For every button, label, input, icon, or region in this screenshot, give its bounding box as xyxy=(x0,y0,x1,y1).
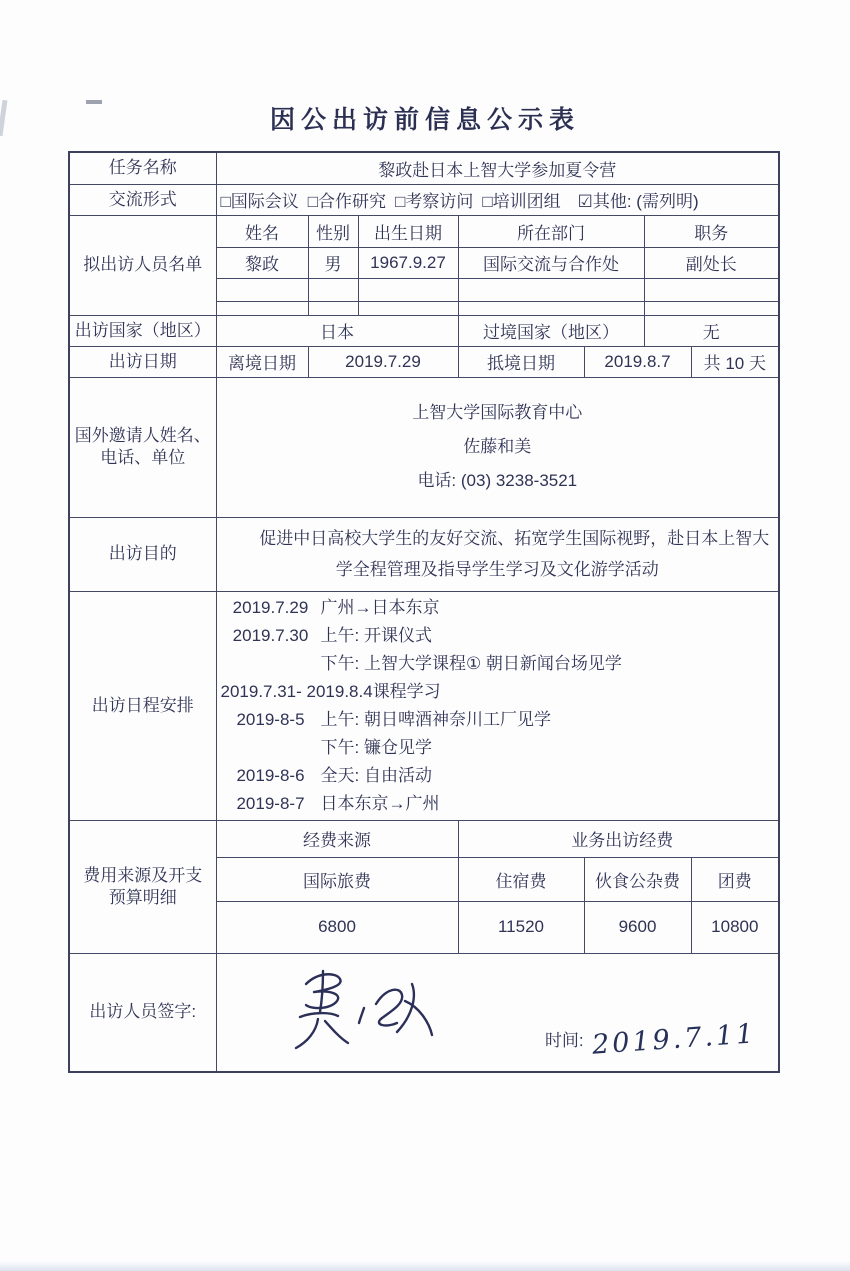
funding-source-header: 经费来源 xyxy=(216,820,458,857)
time-label: 时间: xyxy=(544,1030,584,1050)
checkbox-inspection-visit: □考察访问 xyxy=(395,192,474,211)
inviter-person: 佐藤和美 xyxy=(463,437,532,456)
group-fee-header: 团费 xyxy=(691,857,779,901)
business-expense-header: 业务出访经费 xyxy=(458,820,779,857)
checkbox-coop-research: □合作研究 xyxy=(307,192,387,211)
delegation-label: 拟出访人员名单 xyxy=(69,215,216,315)
depart-date-value: 2019.7.29 xyxy=(308,346,458,377)
schedule-list xyxy=(216,591,779,820)
empty-cell xyxy=(358,301,458,315)
exchange-form-options xyxy=(216,184,779,215)
schedule-date xyxy=(221,650,321,678)
transit-country-label: 过境国家（地区） xyxy=(458,315,644,346)
schedule-item xyxy=(221,678,775,706)
inviter-label-line2: 电话、单位 xyxy=(100,448,186,467)
signature-area xyxy=(216,953,779,1072)
row-purpose xyxy=(69,517,779,591)
member-department: 国际交流与合作处 xyxy=(458,247,644,278)
schedule-desc: 日本东京→广州 xyxy=(320,793,440,813)
empty-cell xyxy=(644,278,779,301)
inviter-org: 上智大学国际教育中心 xyxy=(412,403,583,422)
row-inviter xyxy=(69,377,779,517)
schedule-item xyxy=(221,790,775,818)
visit-country-label: 出访国家（地区） xyxy=(69,315,216,346)
row-countries xyxy=(69,315,779,346)
schedule-desc: 下午: 镰仓见学 xyxy=(320,737,432,757)
depart-date-label: 离境日期 xyxy=(216,346,308,377)
meals-misc-fee-header: 伙食公杂费 xyxy=(584,857,691,901)
member-name: 黎政 xyxy=(216,247,308,278)
schedule-label: 出访日程安排 xyxy=(69,591,216,820)
inviter-info xyxy=(216,377,779,517)
empty-cell xyxy=(216,278,308,301)
checkbox-training-group: □培训团组 xyxy=(482,192,561,211)
visit-country-value: 日本 xyxy=(216,315,458,346)
task-name-label: 任务名称 xyxy=(69,152,216,184)
schedule-item xyxy=(221,594,775,622)
exchange-form-label: 交流形式 xyxy=(69,184,216,215)
budget-label xyxy=(69,820,216,953)
schedule-date: 2019-8-5 xyxy=(236,709,305,729)
empty-cell xyxy=(358,278,458,301)
header-position: 职务 xyxy=(644,215,779,247)
inviter-phone: 电话: (03) 3238-3521 xyxy=(417,471,578,490)
schedule-date: 2019-8-7 xyxy=(236,793,305,813)
transit-country-value: 无 xyxy=(644,315,779,346)
schedule-desc: 课程学习 xyxy=(372,681,441,701)
schedule-date: 2019.7.31- 2019.8.4 xyxy=(220,681,373,701)
intl-travel-fee-header: 国际旅费 xyxy=(216,857,458,901)
group-fee-value: 10800 xyxy=(691,901,779,953)
member-birthdate: 1967.9.27 xyxy=(358,247,458,278)
header-birthdate: 出生日期 xyxy=(358,215,458,247)
row-budget-header xyxy=(69,820,779,857)
empty-cell xyxy=(308,301,358,315)
schedule-desc: 全天: 自由活动 xyxy=(320,765,432,785)
inviter-label xyxy=(69,377,216,517)
row-dates xyxy=(69,346,779,377)
lodging-fee-header: 住宿费 xyxy=(458,857,584,901)
budget-label-line1: 费用来源及开支 xyxy=(83,865,203,885)
schedule-date xyxy=(221,734,321,762)
schedule-item xyxy=(221,622,775,650)
purpose-label: 出访目的 xyxy=(69,517,216,591)
checkbox-other-checked: ☑其他: (需列明) xyxy=(577,192,699,211)
visit-date-label: 出访日期 xyxy=(69,346,216,377)
budget-label-line2: 预算明细 xyxy=(108,887,177,907)
meals-misc-fee-value: 9600 xyxy=(584,901,691,953)
member-gender: 男 xyxy=(308,247,358,278)
schedule-desc: 上午: 开课仪式 xyxy=(320,625,432,645)
member-position: 副处长 xyxy=(644,247,779,278)
scan-bottom-shading xyxy=(0,1261,850,1271)
schedule-item xyxy=(221,650,775,678)
handwritten-signature xyxy=(276,964,456,1056)
signature-label: 出访人员签字: xyxy=(69,953,216,1072)
intl-travel-fee-value: 6800 xyxy=(216,901,458,953)
arrive-date-value: 2019.8.7 xyxy=(584,346,691,377)
checkbox-intl-conference: □国际会议 xyxy=(220,192,299,211)
empty-cell xyxy=(458,301,644,315)
schedule-item xyxy=(221,706,775,734)
publicity-form-table xyxy=(68,151,780,1073)
purpose-text: 促进中日高校大学生的友好交流、拓宽学生国际视野，赴日本上智大学全程管理及指导学生学习及文化游学活动 xyxy=(216,517,779,591)
arrive-date-label: 抵境日期 xyxy=(458,346,584,377)
row-task xyxy=(69,152,779,184)
inviter-label-line1: 国外邀请人姓名、 xyxy=(74,426,211,445)
header-name: 姓名 xyxy=(216,215,308,247)
empty-cell xyxy=(216,301,308,315)
row-personnel-header xyxy=(69,215,779,247)
schedule-date: 2019.7.29 xyxy=(232,597,309,617)
row-schedule xyxy=(69,591,779,820)
handwritten-date: 2019.7.11 xyxy=(590,1017,757,1061)
empty-cell xyxy=(308,278,358,301)
schedule-date: 2019-8-6 xyxy=(236,765,305,785)
schedule-item xyxy=(221,734,775,762)
empty-cell xyxy=(458,278,644,301)
scan-artifact-tick xyxy=(86,100,102,104)
empty-cell xyxy=(644,301,779,315)
row-exchange-form xyxy=(69,184,779,215)
schedule-item xyxy=(221,762,775,790)
time-line xyxy=(544,1017,757,1061)
page-title: 因公出访前信息公示表 xyxy=(269,107,580,134)
schedule-date: 2019.7.30 xyxy=(232,625,309,645)
row-signature xyxy=(69,953,779,1072)
total-days-value: 共 10 天 xyxy=(691,346,779,377)
task-name-value: 黎政赴日本上智大学参加夏令营 xyxy=(216,152,779,184)
schedule-desc: 广州→日本东京 xyxy=(320,597,440,617)
schedule-desc: 下午: 上智大学课程① 朝日新闻台场见学 xyxy=(320,653,622,673)
header-gender: 性别 xyxy=(308,215,358,247)
header-department: 所在部门 xyxy=(458,215,644,247)
lodging-fee-value: 11520 xyxy=(458,901,584,953)
schedule-desc: 上午: 朝日啤酒神奈川工厂见学 xyxy=(320,709,551,729)
